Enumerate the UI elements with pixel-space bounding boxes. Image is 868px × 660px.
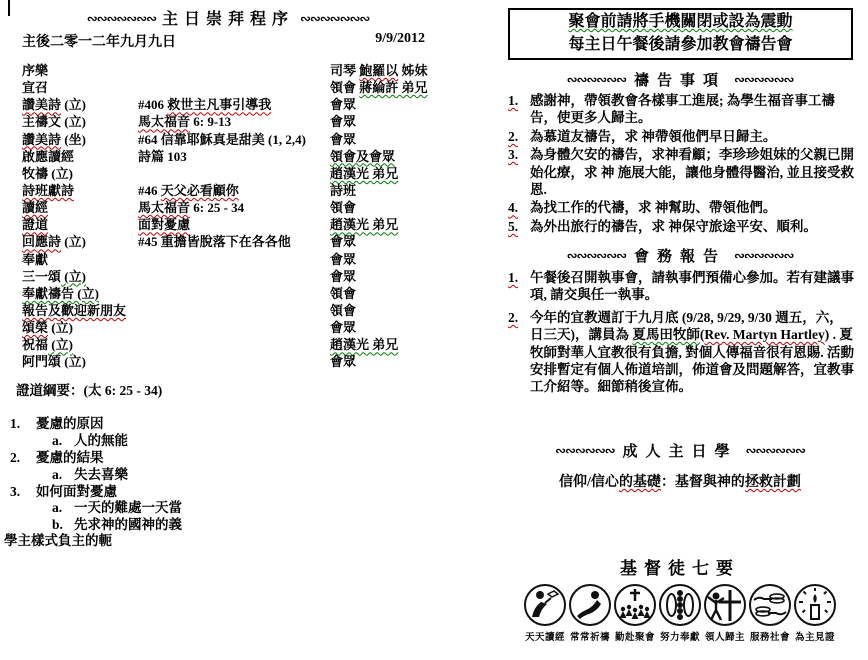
essential-label: 天天讀經 <box>524 632 565 643</box>
list-item-number: 2. <box>508 128 519 144</box>
text-segment: 領會 <box>330 302 357 318</box>
program-item-participant <box>330 285 434 302</box>
program-row <box>22 319 434 336</box>
program-row <box>22 216 434 233</box>
seven-essentials-title: 基督徒七要 <box>620 559 740 578</box>
program-row <box>22 165 434 182</box>
text-segment: 領會及會眾 <box>330 148 396 164</box>
program-item-participant <box>330 216 434 233</box>
text-segment: 讚美詩 <box>22 131 62 147</box>
outline-subpoint <box>4 467 434 484</box>
program-item-content <box>138 268 330 285</box>
program-item-content <box>138 353 330 370</box>
seven-essentials-icons <box>506 583 854 643</box>
text-segment: 頌榮 <box>22 320 49 336</box>
outline-subpoint-text: 人的無能 <box>74 432 128 448</box>
program-item-participant <box>330 96 434 113</box>
text-segment: 三一頌 <box>22 268 62 284</box>
witness-for-lord-icon <box>793 583 837 627</box>
sermon-outline-items <box>4 416 434 534</box>
ornament-chain-left: ∾∾∾∾∾∾ <box>555 444 615 459</box>
essential-label: 領人歸主 <box>704 632 745 643</box>
program-item-content <box>138 302 330 319</box>
program-row <box>22 62 434 79</box>
text-segment: 為外出旅行的禱告，求 神保守旅途平安、順利。 <box>530 218 817 234</box>
program-item-label <box>22 79 138 96</box>
text-segment: 祝福 <box>22 337 49 353</box>
list-item <box>506 309 856 396</box>
text-segment: 奉獻 <box>22 251 49 267</box>
program-item-participant <box>330 131 434 148</box>
notice-line-1 <box>510 11 851 34</box>
text-segment: 讚美詩 <box>22 97 62 113</box>
text-segment: 救世主凡事引導我 <box>167 97 272 113</box>
notice-line-2 <box>510 34 851 57</box>
essential-label: 努力奉獻 <box>659 632 700 643</box>
program-item-participant <box>330 199 434 216</box>
adult-sunday-school-title: 成人主日學 <box>622 444 738 460</box>
list-item <box>506 92 856 127</box>
program-item-participant <box>330 79 434 96</box>
program-row <box>22 79 434 96</box>
lead-people-to-christ-icon <box>703 583 747 627</box>
text-segment: 會眾 <box>330 251 357 267</box>
page-title: 主日崇拜程序 <box>161 11 294 28</box>
text-segment: ( <box>699 327 705 343</box>
text-segment: 詩班獻詩 <box>22 182 75 198</box>
text-segment: 領會 <box>330 80 360 96</box>
worship-program-title-row <box>22 6 434 29</box>
program-item-content <box>138 216 330 233</box>
text-segment: 牧禱 (立) <box>22 165 73 181</box>
text-segment: 為慕道友禱告，求 神帶領他們早日歸主。 <box>530 128 777 144</box>
text-segment: 的基礎 <box>618 475 661 490</box>
essential-lead <box>703 583 747 643</box>
program-item-participant <box>330 165 434 182</box>
outline-point <box>4 484 434 501</box>
sermon-outline-footer: 學主樣式負主的軛 <box>4 533 112 549</box>
text-segment: 蔣綸許 弟兄 <box>359 80 428 96</box>
essential-label: 服務社會 <box>749 632 790 643</box>
text-segment: 司琴 <box>330 63 360 78</box>
program-item-label <box>22 182 138 199</box>
date-chinese: 主後二零一二年九月九日 <box>22 35 176 50</box>
text-segment: #46 <box>138 182 161 198</box>
list-item-text <box>530 199 856 216</box>
text-segment: 詩班 <box>330 182 357 198</box>
text-segment: 為找工作的代禱，求 神幫助、帶領他們。 <box>530 200 777 216</box>
text-segment: 鮑羅以 <box>359 63 399 78</box>
text-segment: 夏馬田牧師 <box>632 327 700 343</box>
date-row <box>22 31 425 51</box>
program-item-label <box>22 216 138 233</box>
program-item-label <box>22 302 138 319</box>
program-item-participant <box>330 233 434 250</box>
program-item-participant <box>330 353 434 370</box>
program-item-content <box>138 182 330 199</box>
list-item <box>506 199 856 216</box>
text-cursor-mark <box>8 0 10 16</box>
text-segment: 拯救計劃 <box>744 475 801 490</box>
notice-box <box>508 8 853 60</box>
text-segment: 趙漢光 弟兄 <box>330 165 399 181</box>
text-segment: 回應詩 <box>22 234 62 250</box>
program-item-content <box>138 96 330 113</box>
text-segment: 讀經 <box>22 200 49 216</box>
program-item-content <box>138 79 330 96</box>
sunday-school-topic <box>506 471 854 491</box>
program-item-label <box>22 285 138 302</box>
list-item-text <box>530 92 856 127</box>
program-item-label <box>22 113 138 130</box>
daily-bible-reading-icon <box>523 583 567 627</box>
outline-point-number: 2. <box>10 449 21 465</box>
program-item-label <box>22 165 138 182</box>
serve-society-icon <box>748 583 792 627</box>
text-segment: 6: 25 - 34 <box>190 200 245 216</box>
essential-serve <box>748 583 792 643</box>
list-item-number: 5. <box>508 218 519 234</box>
list-item-number: 1. <box>508 93 519 108</box>
text-segment: 6: 9-13 <box>190 114 232 130</box>
program-row <box>22 268 434 285</box>
text-segment: #406 <box>138 97 168 113</box>
outline-point-number: 3. <box>10 483 21 499</box>
outline-subpoint <box>4 433 434 450</box>
program-item-participant <box>330 113 434 130</box>
program-item-label <box>22 233 138 250</box>
outline-point <box>4 450 434 467</box>
text-segment: 領會 <box>330 200 357 216</box>
program-row <box>22 131 434 148</box>
text-segment: #45 重擔皆脫落下在各各他 <box>138 234 291 250</box>
prayer-items-header <box>506 69 854 90</box>
list-item-text <box>530 128 856 145</box>
text-segment: 會眾 <box>330 268 357 284</box>
program-item-content <box>138 199 330 216</box>
essential-offering <box>658 583 702 643</box>
program-row <box>22 251 434 268</box>
text-segment: 領會 <box>330 285 357 301</box>
list-item-text <box>530 218 856 235</box>
list-item <box>506 218 856 235</box>
essential-label: 勤赴聚會 <box>614 632 655 643</box>
program-row <box>22 199 434 216</box>
diligent-offering-icon <box>658 583 702 627</box>
outline-subpoint-text: 先求神的國神的義 <box>74 517 182 533</box>
program-item-content <box>138 148 330 165</box>
essential-witness <box>793 583 837 643</box>
essential-label: 常常祈禱 <box>569 632 610 643</box>
program-row <box>22 233 434 250</box>
outline-subpoint-letter: a. <box>52 466 63 482</box>
attend-meetings-icon <box>613 583 657 627</box>
ornament-chain-right: ∾∾∾∾∾∾ <box>745 444 805 459</box>
program-item-participant <box>330 62 434 79</box>
list-item <box>506 128 856 145</box>
essential-attend <box>613 583 657 643</box>
outline-point-number: 1. <box>10 416 21 431</box>
sermon-outline <box>4 379 434 549</box>
outline-point-text: 憂慮的原因 <box>36 416 104 431</box>
program-item-label <box>22 131 138 148</box>
program-row <box>22 96 434 113</box>
text-segment: 今年的宜教週訂于九月底 (9/28, 9/29, 9/30 週五，六，日三天)，講員為 <box>530 309 843 343</box>
program-row <box>22 285 434 302</box>
outline-point <box>4 416 434 433</box>
ornament-chain-right: ∾∾∾∾∾∾ <box>734 249 794 264</box>
order-of-worship-table <box>22 62 434 371</box>
text-segment: (立) <box>48 320 73 336</box>
text-segment: 會眾 <box>330 234 357 250</box>
text-segment: 感謝神，帶領教會各樣事工進展; 為學生福音事工禱告，使更多人歸主。 <box>530 93 835 126</box>
ornament-chain-left: ∾∾∾∾∾∾ <box>566 73 626 88</box>
frequent-prayer-icon <box>568 583 612 627</box>
program-item-content <box>138 251 330 268</box>
outline-subpoint <box>4 500 434 517</box>
program-item-content <box>138 336 330 353</box>
outline-subpoint-letter: a. <box>52 432 63 448</box>
date-numeric: 9/9/2012 <box>375 31 425 46</box>
adult-sunday-school-header <box>506 440 854 461</box>
program-item-label <box>22 96 138 113</box>
text-segment: 奉獻禱告 (立) <box>22 285 99 301</box>
text-segment: ：基督與神的 <box>660 475 745 490</box>
outline-subpoint-text: 失去喜樂 <box>74 466 128 482</box>
text-segment: (立) <box>48 337 73 353</box>
text-segment: ) . 夏牧師對華人宜教很有負擔, 對個人傳福音很有恩賜. 活動安排暫定有個人佈道培訓，佈道會及問題解答，宜教事工介紹等。細節稍後宣佈。 <box>530 327 854 395</box>
text-segment: 會眾 <box>330 97 357 113</box>
list-item <box>506 269 856 304</box>
outline-point-text: 憂慮的結果 <box>36 449 104 465</box>
text-segment: 每主日午餐後請參加教會禱告會 <box>568 35 793 53</box>
essential-read-bible <box>523 583 567 643</box>
text-segment: 啟應讀經 <box>22 148 75 164</box>
text-segment: 馬太福音 <box>138 200 191 216</box>
program-row <box>22 302 434 319</box>
text-segment: 信仰/信心 <box>559 475 619 490</box>
church-affairs-title: 會務報告 <box>633 249 726 265</box>
list-item-text <box>530 269 856 304</box>
text-segment: 會眾 <box>330 320 357 336</box>
essential-pray <box>568 583 612 643</box>
text-segment: 午餐後召開執事會，請執事們預備心參加。若有建議事項, 請交與任一執事。 <box>530 270 854 303</box>
program-row <box>22 182 434 199</box>
program-item-participant <box>330 319 434 336</box>
text-segment: 趙漢光 弟兄 <box>330 217 399 233</box>
program-item-label <box>22 336 138 353</box>
text-segment: 趙漢光 弟兄 <box>330 337 399 353</box>
program-row <box>22 113 434 130</box>
seven-essentials-block <box>506 554 854 643</box>
program-item-label <box>22 319 138 336</box>
text-segment: Rev. Martyn Hartley <box>704 327 825 343</box>
program-row <box>22 148 434 165</box>
outline-subpoint-letter: a. <box>52 500 63 516</box>
text-segment: 宣召 <box>22 80 49 96</box>
text-segment: 面對憂慮 <box>138 217 191 233</box>
program-item-participant <box>330 268 434 285</box>
program-item-label <box>22 268 138 285</box>
text-segment: 姊妹 <box>398 63 428 78</box>
program-item-content <box>138 131 330 148</box>
text-segment: 序樂 <box>22 63 49 78</box>
list-item <box>506 146 856 198</box>
text-segment: 會眾 <box>330 114 357 130</box>
program-item-participant <box>330 148 434 165</box>
ornament-chain-left: ∾∾∾∾∾∾∾ <box>86 12 156 27</box>
program-item-content <box>138 233 330 250</box>
program-item-label <box>22 62 138 79</box>
text-segment: 聚會前請將手機關閉或設為震動 <box>568 13 793 30</box>
list-item-number: 4. <box>508 200 519 216</box>
text-segment: (立) <box>61 97 86 113</box>
program-item-participant <box>330 251 434 268</box>
church-affairs-header <box>506 245 854 266</box>
program-item-content <box>138 113 330 130</box>
text-segment: 會眾 <box>330 131 357 147</box>
text-segment: #64 信靠耶穌真是甜美 (1, 2,4) <box>138 131 306 147</box>
ornament-chain-right: ∾∾∾∾∾∾∾ <box>300 12 370 27</box>
text-segment: 主禱文 (立) <box>22 114 86 130</box>
program-item-participant <box>330 182 434 199</box>
list-item-number: 1. <box>508 270 519 285</box>
text-segment: 證道 <box>22 217 49 233</box>
outline-subpoint-letter: b. <box>52 517 63 533</box>
text-segment: (立) <box>61 268 86 284</box>
prayer-items-title: 禱告事項 <box>633 73 726 89</box>
list-item-text <box>530 309 856 396</box>
text-segment: 詩篇 103 <box>138 148 187 164</box>
program-item-label <box>22 353 138 370</box>
list-item-text <box>530 146 856 198</box>
program-item-content <box>138 285 330 302</box>
program-item-content <box>138 165 330 182</box>
program-item-label <box>22 199 138 216</box>
prayer-items-list <box>506 92 856 236</box>
program-item-content <box>138 62 330 79</box>
program-item-content <box>138 319 330 336</box>
list-item-number: 2. <box>508 309 519 325</box>
ornament-chain-right: ∾∾∾∾∾∾ <box>734 73 794 88</box>
essential-label: 為主見證 <box>794 632 835 643</box>
sermon-outline-heading: 證道綱要：(太 6: 25 - 34) <box>16 383 163 398</box>
text-segment: 為身體欠安的禱告，求神看顧；李珍珍姐妹的父親已開始化療，求 神 施展大能，讓他身體得醫治, 並且接受救恩. <box>530 147 854 198</box>
program-item-participant <box>330 336 434 353</box>
program-row <box>22 353 434 370</box>
outline-subpoint-text: 一天的難處一天當 <box>74 500 182 516</box>
text-segment: 馬太福音 <box>138 114 191 130</box>
ornament-chain-left: ∾∾∾∾∾∾ <box>566 249 626 264</box>
text-segment: 阿門頌 (立) <box>22 354 86 370</box>
text-segment: (立) <box>61 234 86 250</box>
text-segment: 報告及歡迎新朋友 <box>22 302 127 318</box>
outline-point-text: 如何面對憂慮 <box>36 483 117 499</box>
church-affairs-list <box>506 269 856 401</box>
list-item-number: 3. <box>508 147 519 163</box>
program-item-label <box>22 251 138 268</box>
text-segment: 天父必看顧你 <box>160 182 239 198</box>
text-segment: 會眾 <box>330 354 357 370</box>
program-item-label <box>22 148 138 165</box>
program-item-participant <box>330 302 434 319</box>
text-segment: (坐) <box>61 131 86 147</box>
program-row <box>22 336 434 353</box>
